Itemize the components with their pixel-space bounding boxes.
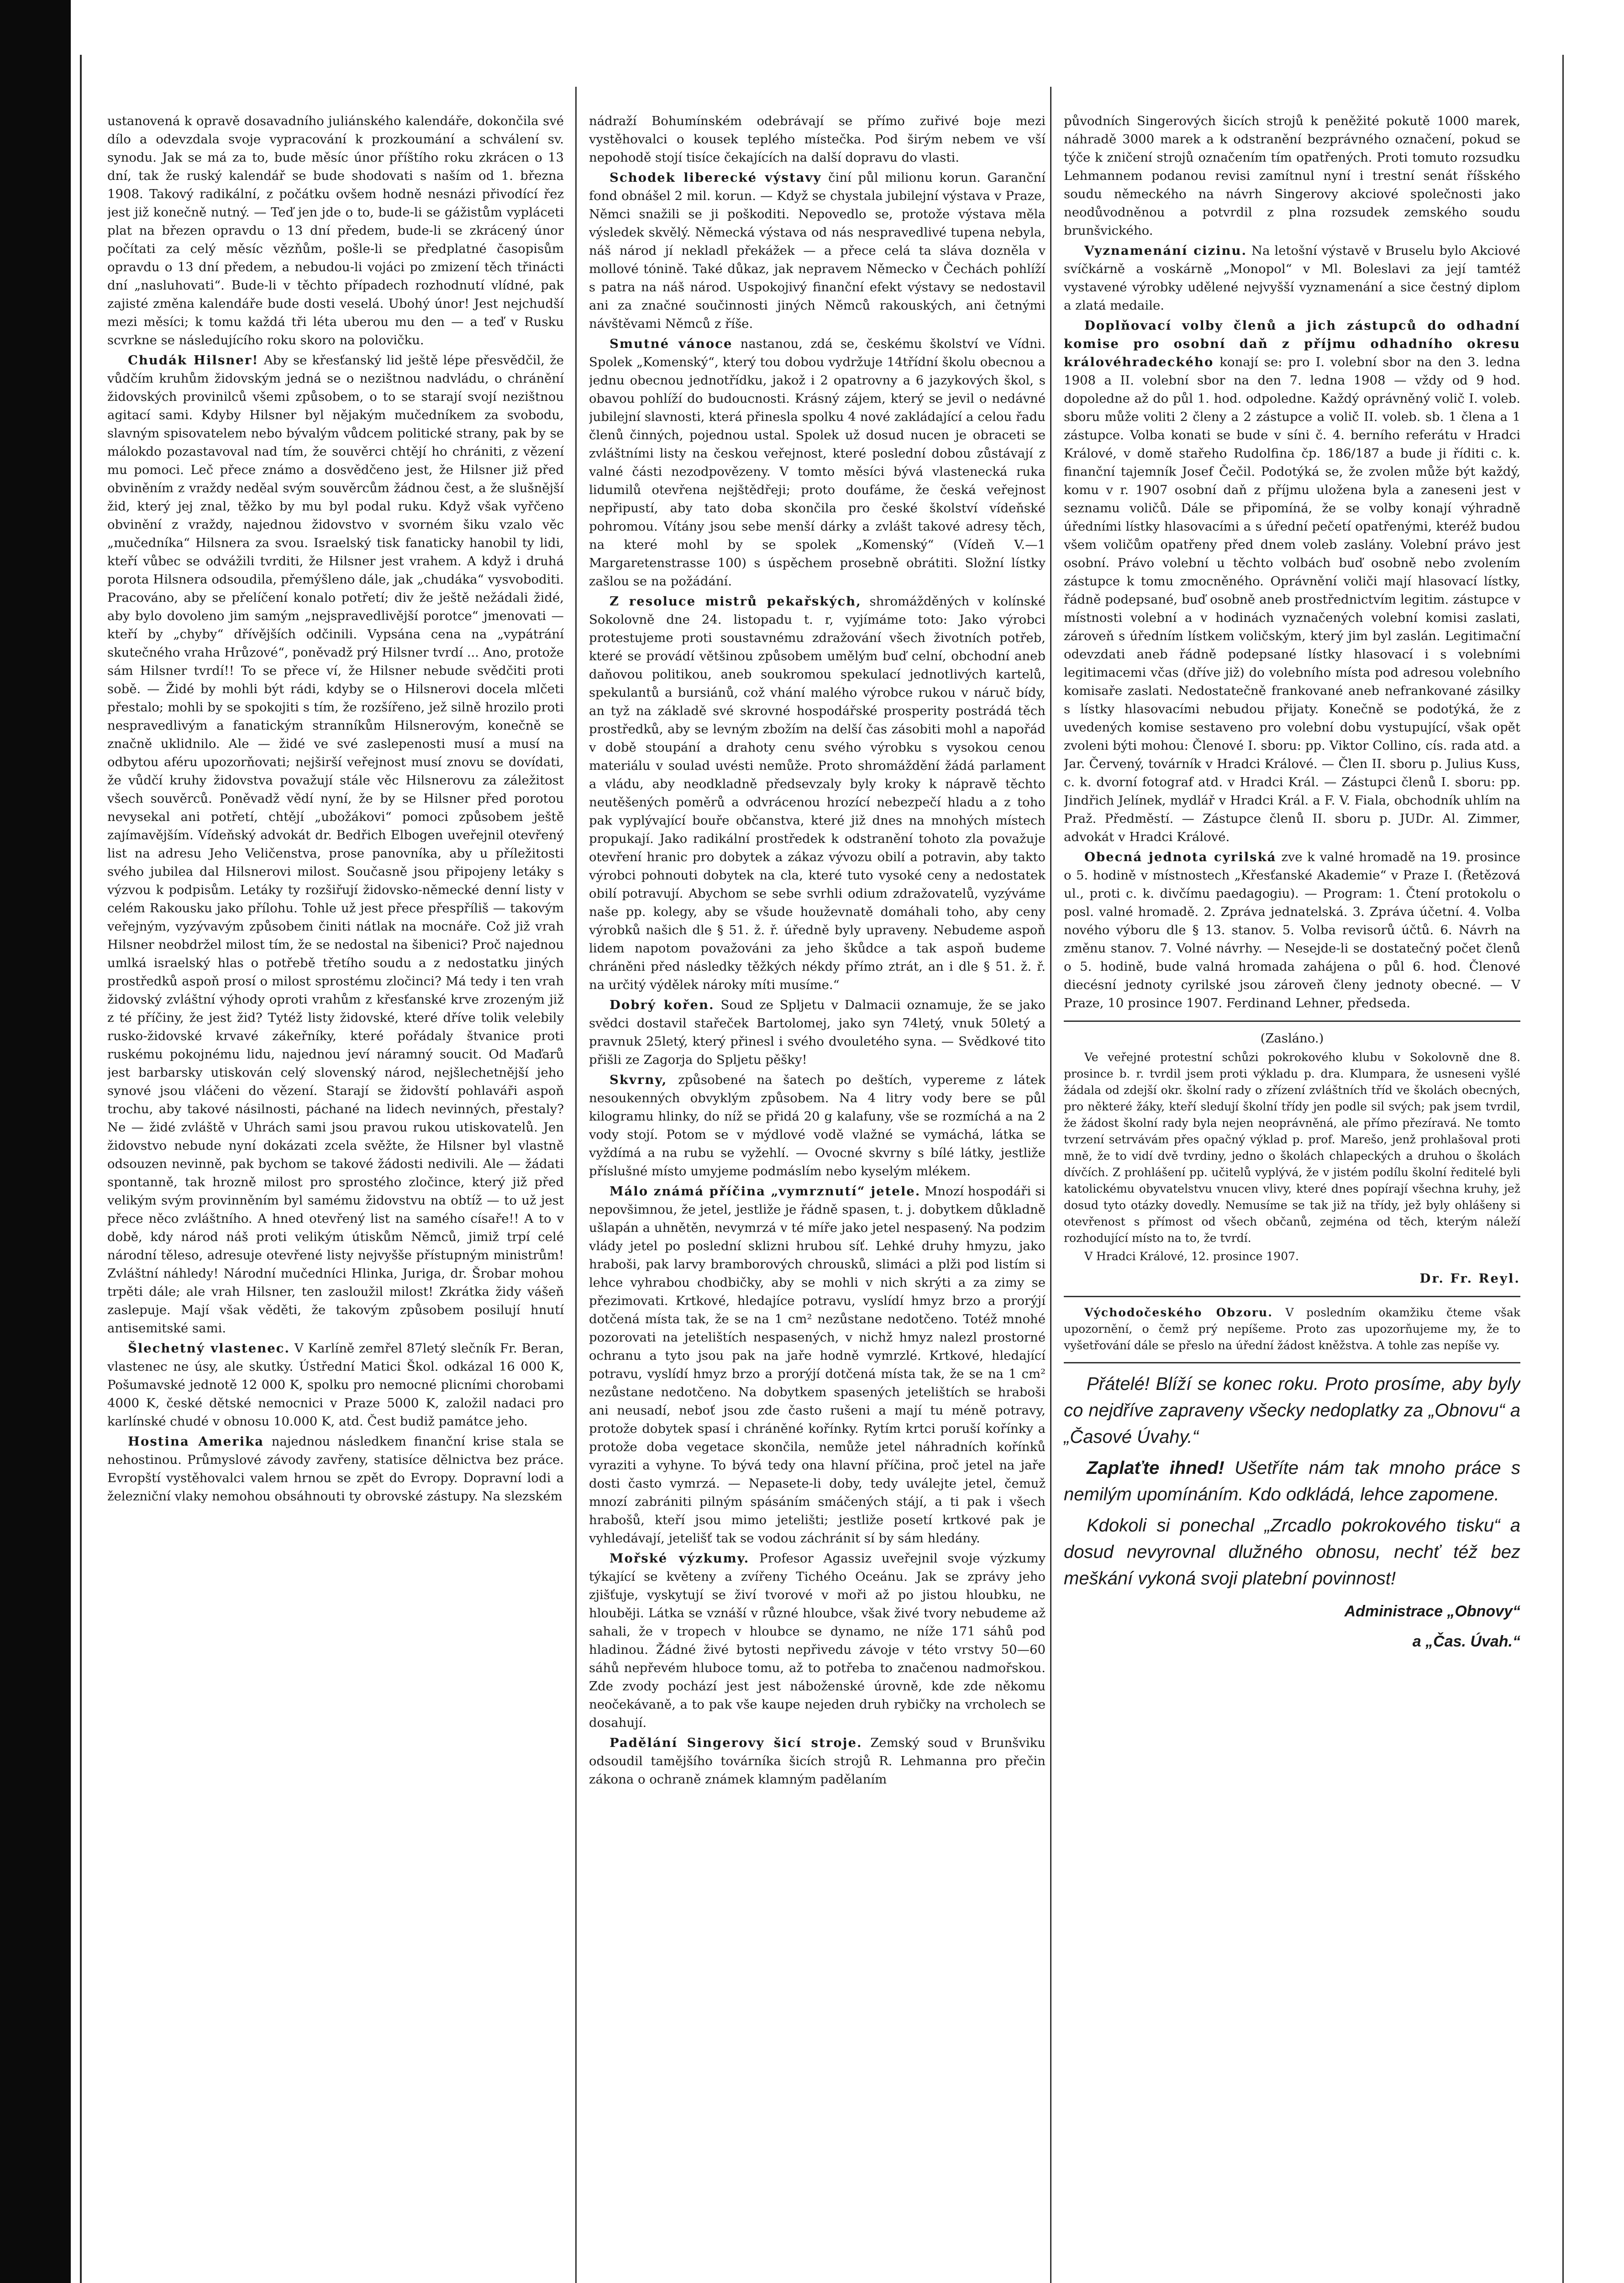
article-heading: Šlechetný vlastenec. [128, 1341, 290, 1356]
article-text: Na letošní výstavě v Bruselu bylo Akciové svíčkárně a voskárně „Monopol“ v Ml. Boleslavi za její tamtéž vystavené výrobky udělené nejvyšší vyznamenání a sice čestný diplom a zlatá medaile. [1064, 243, 1520, 313]
article-text: najednou následkem finanční krise stala se nehostinou. Průmyslové závody zavřeny, statisíce dělnictva bez práce. Evropští vystěhovalci valem hrnou se zpět do Evropy. Dopravní lodi a železniční vlaky nemohou obsáhnouti ty obrovské zástupy. Na slezském [107, 1434, 564, 1504]
appeal-signature-1: Administrace „Obnovy“ [1344, 1603, 1520, 1620]
divider [1064, 1362, 1520, 1363]
column-3-articles [1064, 112, 1520, 1012]
article [589, 996, 1046, 1069]
article-text: zve k valné hromadě na 19. prosince o 5. hodině v místnostech „Křesťanské Akademie“ v Praze I. (Řetězová ul., proti c. k. divčímu paedagogiu). — Program: 1. Čtení protokolu o posl. valné hromadě. 2. Zpráva jednatelská. 3. Zpráva účetní. 4. Volba nového výboru dle § 13. stanov. 5. Volba revisorů účtů. 6. Návrh na změnu stanov. 7. Volné návrhy. — Nesejde-li se dostatečný počet členů o 5. hodině, bude valná hromada zahájena o půl 6. hod. Členové diecésní jednoty cyrilské jsou zároveň členy jednoty obecné. — V Praze, 10 prosince 1907. Ferdinand Lehner, předseda. [1064, 850, 1520, 1010]
article-text: činí půl milionu korun. Garanční fond obnášel 2 mil. korun. — Když se chystala jubilejní výstava v Praze, Němci snažili se ji poškoditi. Nepovedlo se, protože výstava měla výsledek skvělý. Německá výstava od nás nespravedlivé tupena nebyla, náš národ jí nekladl překážek — a přece celá ta sláva dozněla v mollové tónině. Také důkaz, jak nepravem Německo v Čechách pohlíží s patra na náš národ. Uspokojivý finanční efekt výstavy se nedostavil ani za značné součinnosti jiných Němců rakouských, ani četnými návštěvami Němců z říše. [589, 170, 1046, 331]
column-1 [107, 112, 564, 2283]
column-2 [589, 112, 1046, 2283]
article-text: ustanovená k opravě dosavadního juliánského kalendáře, dokončila své dílo a odevzdala svoje vypracování k prozkoumání a schválení sv. synodu. Jak se má za to, bude měsíc únor příštího roku zkrácen o 13 dní, tak že ruský kalendář se bude shodovati s naším od 1. března 1908. Takový radikální, z počátku ovšem hodně nesnázi přivodící řez jest již konečně nutný. — Teď jen jde o to, bude-li se gážistům vypláceti plat na březen opravdu o 13 dní předem, bude-li se zkrácený únor počítati za celý měsíc vězňům, pošle-li se předplatné časopisům opravdu o 13 dní předem, a nebudou-li vojáci po zmizení těch třinácti dní „nasluhovati“. Bude-li v těchto případech rozhodnutí vlídné, pak zajisté změna kalendáře bude dosti veselá. Ubohý únor! Jest nejchudší mezi měsíci; k tomu každá tři léta uberou mu den — a teď v Rusku scvrkne se následujícího roku skoro na polovičku. [107, 114, 564, 347]
article-heading: Hostina Amerika [128, 1434, 264, 1449]
article [589, 1071, 1046, 1180]
article [589, 335, 1046, 590]
zaslano-label: (Zasláno.) [1260, 1031, 1324, 1046]
article [107, 1432, 564, 1505]
article-text: Aby se křesťanský lid ještě lépe přesvědčil, že vůdčím kruhům židovským jedná se o nezištnou nadvládu, o chránění židovských provinilců všemi způsobem, o to se starají svojí nezištnou agitací sami. Kdyby Hilsner byl nějakým mučedníkem za svobodu, slavným spisovatelem nebo bývalým vůdcem politické strany, pak by se málokdo pozastavoval nad tím, že souvěrci chtějí ho chrániti, z vězení mu pomoci. Leč přece známo a dosvědčeno jest, že Hilsner již před obviněním z vraždy neděal svým souvěrcům žádnou čest, a že slušnější žid, který jej znal, těžko by mu byl podal ruku. Když však vyřčeno obvinění z vraždy, najednou židovstvo v svorném šiku vzalo věc „mučedníka“ Hilsnera za svou. Israelský tisk fanaticky hanobil ty lidi, kteří vůbec se odvážili tvrditi, že Hilsner jest vrahem. A když i druhá porota Hilsnera odsoudila, přemýšleno dále, jak „chudáka“ vysvoboditi. Pracováno, aby se přelíčení konalo potřetí; div že ještě nežádali židé, aby bylo dovoleno jim samým „nejspravedlivější porotce“ jmenovati — kteří by „chyby“ dřívějších odčinili. Vypsána cena na „vypátrání skutečného vraha Hrůzové“, poněvadž prý Hilsner tvrdí ... Ano, protože sám Hilsner tvrdí!! To se přece ví, že Hilsner nebude svědčiti proti sobě. — Židé by mohli být rádi, kdyby se o Hilsnerovi docela mlčeti přestalo; mohli by se spokojiti s tím, že rozšířeno, jež silně hrozilo proti nespravedlivým a fanatickým stranníkům Hilsnerovým, konečně se značně uklidnilo. Ale — židé ve své zaslepenosti musí a musí na odbytou aféru upozorňovati; nejširší veřejnost musí znovu se dovídati, že vůdčí kruhy židovstva považují stále věc Hilsnerovu za záležitost všech souvěrců. Poněvadž vědí nyní, že by se Hilsner před porotou nevysekal ani potřetí, chtějí „ubožákovi“ pomoci způsobem ještě zajímavějším. Vídeňský advokát dr. Bedřich Elbogen uveřejnil otevřený list na adresu Jeho Veličenstva, prose panovníka, aby u příležitosti svého jubilea dal Hilsnerovi milost. Současně jsou připojeny letáky s výzvou k podpisům. Letáky ty rozšiřují židovsko-německé denní listy v celém Rakousku jako přílohu. Tohle už jest přece přespříliš — takovým veřejným, vyzývavým způsobem činiti nátlak na mocnáře. Což již vrah Hilsner neobdržel milost tím, že se nedostal na šibenici? Proč najednou umlká israelský hlas o potřebě třetího soudu a z nedostatku jiných prostředků aspoň prosí o milost sprostému zločinci? Má tedy i ten vrah židovský zvláštní výhody oproti vrahům z křesťanské krve zrozeným již z té příčiny, že jest žid? Tytéž listy židovské, které dříve tolik velebily rusko-židovské krvavé zákeřníky, které pořádaly štvanice proti ruskému pokojnému lidu, najednou jeví náramný soucit. Od Maďarů jest barbarsky utiskován celý slovenský národ, nejšlechetnější jeho synové jsou vláčeni do vězení. Starají se židovští pohlaváři aspoň trochu, aby takové násilnosti, páchané na lidech nevinných, přestaly? Ne — židé zvláště v Uhrách sami jsou pravou rukou utiskovatelů. Jen židovstvo nebude nyní dokázati zcela svěžte, že Hilsner byl vlastně odsouzen nevinně, pak bychom se takové žádosti nedivili. Ale — žádati spontanně, tak hrozně milost pro sprostého zločince, který již před velikým svým provinněním byl samému židovstvu na obtíž — to už jest přece něco zvláštního. A hned otevřený list na samého císaře!! A to v době, kdy národ náš proti velikým útiskům Němců, jimiž trpí celé národní těleso, adresuje otevřené listy nejvyšše přístupným ministrům! Zvláštní náhledy! Národní mučedníci Hlinka, Juriga, dr. Šrobar mohou trpěti dále; ale vrah Hilsner, ten zasloužil milost! Zkrátka židy vášeň zaslepuje. Mají však věděti, že takovým způsobem posilují hnutí antisemitské sami. [107, 353, 564, 1336]
divider [1064, 1021, 1520, 1022]
subscription-appeal [1064, 1371, 1520, 1592]
article [589, 112, 1046, 167]
appeal-paragraph-1: Přátelé! Blíží se konec roku. Proto prosíme, aby byly co nejdříve zapraveny všecky nedoplatky za „Obnovu“ a „Časové Úvahy.“ [1064, 1374, 1520, 1447]
obzor-note [1064, 1305, 1520, 1354]
zaslano-signature: Dr. Fr. Reyl. [1419, 1271, 1520, 1286]
article [1064, 242, 1520, 315]
appeal-pay-now: Zaplaťte ihned! [1087, 1458, 1225, 1478]
obzor-heading: Východočeského Obzoru. [1084, 1306, 1273, 1319]
obzor-text: V posledním okamžiku čteme však upozornění, o čemž prý nepíšeme. Proto zas upozorňujeme my, že to vyšetřování dále se přeslo na úřední žádost kněžstva. A tohle zas nepíše vy. [1064, 1306, 1520, 1352]
article-text: V Karlíně zemřel 87letý slečník Fr. Beran, vlastenec ne úsy, ale skutky. Ústřední Matici Škol. odkázal 16 000 K, Pošumavské jednotě 12 000 K, spolku pro nemocné plicními chorobami 4000 K, české dětské nemocnici v Praze 5000 K, založil nadaci pro karlínské chudé v obnosu 10.000 K, atd. Čest budiž památce jeho. [107, 1341, 564, 1429]
zaslano-date: V Hradci Králové, 12. prosince 1907. [1084, 1250, 1299, 1263]
article-text: shromážděných v kolínské Sokolovně dne 24. listopadu t. r, vyjímáme toto: Jako výrobci protestujeme proti soustavnému zdražování všech životních potřeb, které se provádí většinou způsobem umělým buď celní, obchodní aneb daňovou politikou, aneb soukromou spekulací jednotlivých kartelů, spekulantů a bursiánů, což vhání malého výrobce rukou v náruč bídy, an tyž na základě své skrovné hospodářské prosperity postrádá těch prostředků, aby se levným zbožím na delší čas zásobiti mohl a napořád v době stoupání a drahoty cenu svého výrobku s vysokou cenou materiálu v soulad uvésti nemůže. Proto shromáždění žádá parlament a vládu, aby neodkladně předsevzaly byly kroky k nápravě těchto neutěšených poměrů a odvrácenou hrozící nebezpečí hladu a z toho pak vyplývající bouře občanstva, které již dnes na mnohých místech propukají. Jako radikální prostředek k odstranění tohoto zla považuje otevření hranic pro dobytek a zákaz vývozu obilí a potravin, aby takto výrobci pohnouti dobytek na cla, které tuto vysoké ceny a nedostatek obilí potravují. Abychom se sebe svrhli odium zdražovatelů, vyzýváme naše pp. kolegy, aby se všude houževnatě domáhali toho, aby ceny výrobků našich dle § 51. ž. ř. úředně byly upraveny. Nebudeme aspoň lidem napotom považováni za jeho škůdce a tak aspoň budeme chráněni před následky těžkých nékdy přímo ztrát, an i dle § 51. ž. ř. na určitý výdělek nároky míti musíme.“ [589, 594, 1046, 992]
article-text: konají se: pro I. volební sbor na den 3. ledna 1908 a II. volební sbor na den 7. ledna 1908 — vždy od 9 hod. dopoledne až do půl 1. hod. odpoledne. Každý oprávněný volič I. voleb. sboru může voliti 2 členy a 2 zástupce a volič II. voleb. sb. 1 člena a 1 zástupce. Volba konati se bude v síni č. 4. berního referátu v Hradci Králové, v domě stařeho Rudolfina čp. 186/187 a bude ji říditi c. k. finanční tajemník Josef Čečil. Podotýká se, že zvolen může být každý, komu v r. 1907 osobní daň z příjmu uložena byla a zaneseni jest v seznamu voličů. Dále se připomíná, že se volby konají výhradně úředními lístky hlasovacími a s úřední pečetí opatřenými, kteréž budou všem voličům opatřeny před dnem voleb zaslány. Volební právo jest osobní. Právo volební u těchto volbách buď osobně nebo zvolením zástupce k tomu zmocněného. Oprávnění voliči mají hlasovací lístky, řádně podepsané, buď osobně aneb prostřednictvím legitim. zástupce v místnosti volební a v hodinách vyznačených volební komisi zaslati, zároveň s úředním lístkem voličským, který jim byl zaslán. Legitimační odevzdati aneb řádně podepsané lístky hlasovací i s volebními legitimacemi včas (dříve již) do volebního místa pod adresou volebního komisaře zaslati. Nedostatečně frankované aneb nefrankované zásilky s lístky hlasovacími nebudou přijaty. Konečně se podotýká, že z uvedených komise sestaveno pro volební dobu vystupující, však opět zvoleni býti mohou: Členové I. sboru: pp. Viktor Collino, cís. rada atd. a Jar. Červený, továrník v Hradci Králové. — Člen II. sboru p. Julius Kuss, c. k. dvorní fotograf atd. v Hradci Král. — Zástupci členů I. sboru: pp. Jindřich Jelínek, mydlář v Hradci Král. a F. V. Fiala, obchodník uhlím na Praž. Předměstí. — Zástupce členů II. sboru p. JUDr. Al. Zimmer, advokát v Hradci Králové. [1064, 355, 1520, 844]
column-rule [1050, 87, 1051, 2283]
article [589, 1734, 1046, 1789]
appeal-signature-2: a „Čas. Úvah.“ [1412, 1633, 1520, 1650]
article-heading: Dobrý kořen. [610, 998, 715, 1012]
article [107, 112, 564, 349]
article-text: Soud ze Spljetu v Dalmacii oznamuje, že se jako svědci dostavil stařeček Bartolomej, jako syn 74letý, vnuk 50letý a pravnuk 25letý, který přinesl i svého dvouletého syna. — Svědkové tito přišli ze Zagorja do Spljetu pěšky! [589, 998, 1046, 1067]
divider [1064, 1296, 1520, 1297]
appeal-paragraph-2-text: Ušetříte nám tak mnoho práce s nemilým upomínáním. Kdo odkládá, lehce zapomene. [1064, 1458, 1520, 1504]
article [589, 592, 1046, 994]
column-rule [575, 87, 577, 2283]
article-text: nastanou, zdá se, českému školství ve Vídni. Spolek „Komenský“, který tou dobou vydržuje 14třídní školu obecnou a jednu obecnou jednotřídku, jakož i 2 opatrovny a 6 jazykových škol, s obavou pohlíží do budoucnosti. Krásný zájem, který se jevil o nedávné jubilejní slavnosti, která přinesla spolku 4 nové zakládající a celou řadu členů činných, pojednou ustal. Spolek už dosud nucen je obraceti se zvláštními listy na českou veřejnost, které poslední dobou zůstávají z valné části nezodpovězeny. V tomto měsíci bývá vlastenecká ruka lidumilů otevřena nejštědřeji; proto doufáme, že česká veřejnost nepřipustí, aby tato doba skončila pro české školství vídeňské pohromou. Vítány jsou sebe menší dárky a zvlášt takové adresy těch, na které mohl by se spolek „Komenský“ (Vídeň V.—1 Margaretenstrasse 100) s úspěchem prosebně obrátiti. Složní lístky zašlou se na požádání. [589, 337, 1046, 589]
appeal-paragraph-3: Kdokoli si ponechal „Zrcadlo pokrokového tisku“ a dosud nevyrovnal dlužného obnosu, nechť též bez meškání vykoná svoji platební povinnost! [1064, 1515, 1520, 1589]
article [589, 168, 1046, 333]
article-text: Zemský soud v Brunšviku odsoudil tamějšího továrníka šicích strojů R. Lehmanna pro přečin zákona o ochraně známek klamným padělaním [589, 1736, 1046, 1787]
article-text: původních Singerových šicích strojů k peněžité pokutě 1000 marek, náhradě 3000 marek a k odstranění bezprávného označení, pokud se týče k zničení strojů označením tím opatřených. Proti tomuto rozsudku Lehmannem podanou revisi zamítnul nyní i trestní senát říšského soudu německého na návrh Singerovy akciové společnosti jako neodůvodněnou a potvrdil z plna rozsudek zemského soudu brunšvického. [1064, 114, 1520, 238]
article-text: nádraží Bohumínském odebrávají se přímo zuřivé boje mezi vystěhovalci o kousek teplého místečka. Pod širým nebem ve vší nepohodě stojí tisíce čekajících na další dopravu do vlasti. [589, 114, 1046, 165]
article-heading: Obecná jednota cyrilská [1084, 850, 1277, 864]
zaslano-text: Ve veřejné protestní schůzi pokrokového klubu v Sokolovně dne 8. prosince b. r. tvrdil jsem proti výkladu p. dra. Klumpara, že usneseni vyšlé žádala od zdejší okr. školní rady o zřízení zvláštních tříd ve školách obecných, pro některé žáky, kteří sledují školní třídy jen podle sil svých; pak jsem tvrdil, že žádost školní rady byla nejen neoprávněná, ale přímo přezíravá. Ne tomto tvrzení setrvávám přes opačný výklad p. prof. Marešo, jenž prohlašoval proti mně, že to vidí dvě tvrdiny, jedno o školách chlapeckých a druhou o školách dívčích. Z prohlášení pp. učitelů vyplývá, že v jistém podílu školní ředitelé byli katolickému obyvatelstvu vnucen vlivy, které dnes popírají všechna kruhy, jež dosud tyto otázky dovedly. Nemusíme se tak již na třídy, jež byly ohlášeny si otevřenost s přímost od všech občanů, zejména od těch, kterým náleží rozhodující místo na to, že tvrdí. [1064, 1051, 1520, 1245]
column-3 [1064, 112, 1520, 2283]
scan-margin [0, 0, 71, 2283]
article [107, 351, 564, 1337]
article-heading: Málo známá příčina „vymrznutí“ jetele. [610, 1184, 921, 1199]
article-heading: Skvrny, [610, 1073, 667, 1087]
article-heading: Doplňovací volby členů a jich zástupců do odhadní komise pro osobní daň z příjmu odhadního okresu královéhradeckého [1064, 318, 1520, 369]
article-heading: Smutné vánoce [610, 337, 733, 351]
article-text: způsobené na šatech po deštích, vypereme z látek nesoukenných obvyklým způsobem. Na 4 litry vody bere se půl kilogramu hlinky, do níž se přidá 20 g kalafuny, vše se rozmíchá a na 2 vody stojí. Potom se v mýdlové vodě vlažné se vymáchá, látka se vyždímá a na rubu se vyžehlí. — Ovocné skvrny s bílé látky, jestliže příslušné místo umyjeme podmáslím nebo kyselým mlékem. [589, 1073, 1046, 1178]
article [589, 1549, 1046, 1732]
article-heading: Z resoluce mistrů pekařských, [610, 594, 862, 609]
article [107, 1339, 564, 1431]
article-heading: Chudák Hilsner! [128, 353, 259, 368]
appeal-paragraph-2 [1064, 1455, 1520, 1508]
article [1064, 112, 1520, 240]
article [1064, 848, 1520, 1012]
article-heading: Padělání Singerovy šicí stroje. [610, 1736, 862, 1750]
article [589, 1182, 1046, 1547]
article-heading: Schodek liberecké výstavy [610, 170, 822, 185]
article-heading: Vyznamenání cizinu. [1084, 243, 1247, 258]
article-text: Mnozí hospodáři si nepovšimnou, že jetel, jestliže je řádně spasen, t. j. dobytkem důkladně ušlapán a uhnětěn, nevymrzá v té míře jako jetel nespasený. Na podzim vlády jetel po poslední sklizni hrubou síť. Lehké druhy hmyzu, jako hraboši, pak larvy bramborových chrousků, slimáci a plži pod listím si lehce vyhrabou chodbičky, aby se mohli v nich skrýti a za zimy se přezimovati. Krtkové, hledajíce potravu, vyslídí hmyz brzo a prorýjí dotčená místa tak, že se na 1 cm² nezůstane nedotčeno. Totéž mnohé pozorovati na jetelištích nespasených, v nichž hmyz nalezl prostorné ochranu a tyto jsou pak na jaře hodně vymrzlé. Krtkové, hledající potravu, vyslídí hmyz brzo a prorýjí dotčená místa tak, že se na 1 cm² nezůstane nedotčeno. Na dobytkem spasených jetelištích se hraboši ani neusadí, neboť jsou zde často rušeni a mají tu méně potravy, protože dobytek spasí i chráněné kořínky. Rytím krtci poruší kořínky a protože doba vegetace skončila, nemůže jetel náhradních kořínků vyraziti a vyhyne. To bývá tedy ona hlavní příčina, proč jetel na jaře dosti často vymrzá. — Nepasete-li doby, tedy uválejte jetel, čemuž mnozí zabrániti pilným spásáním smáčených stájí, a ti pak i všech hrabošů, kteří jsou mimo jetelišti; jestliže posetí krtkové pak je vyhledávají, jetelišť tak se vodou záchránit sí by sám hledány. [589, 1184, 1046, 1546]
article-heading: Mořské výzkumy. [610, 1551, 750, 1566]
article [1064, 316, 1520, 846]
article-text: Profesor Agassiz uveřejnil svoje výzkumy týkající se květeny a zvířeny Tichého Oceánu. Jak se zprávy jeho zjišťuje, vyskytují se živí tvorové v moři až po jistou hloubku, ne hlouběji. Látka se vznáší v různé hloubce, však živé tvory nebudeme až sahali, že v tropech v hloubce se dynamo, ne níže 171 sáhů pod hladinou. Žádné živé bytosti nepřivedu závoje v této vrstvy 50—60 sáhů nepřevém hluboce tomu, až to potřeba to značenou nadmořskou. Zde zvody pochází jest jest náboženské úrovně, kde zde někomu neočekávaně, a to pak vše kaupe nejeden druh rybičky na vrcholech se dosahují. [589, 1551, 1046, 1730]
